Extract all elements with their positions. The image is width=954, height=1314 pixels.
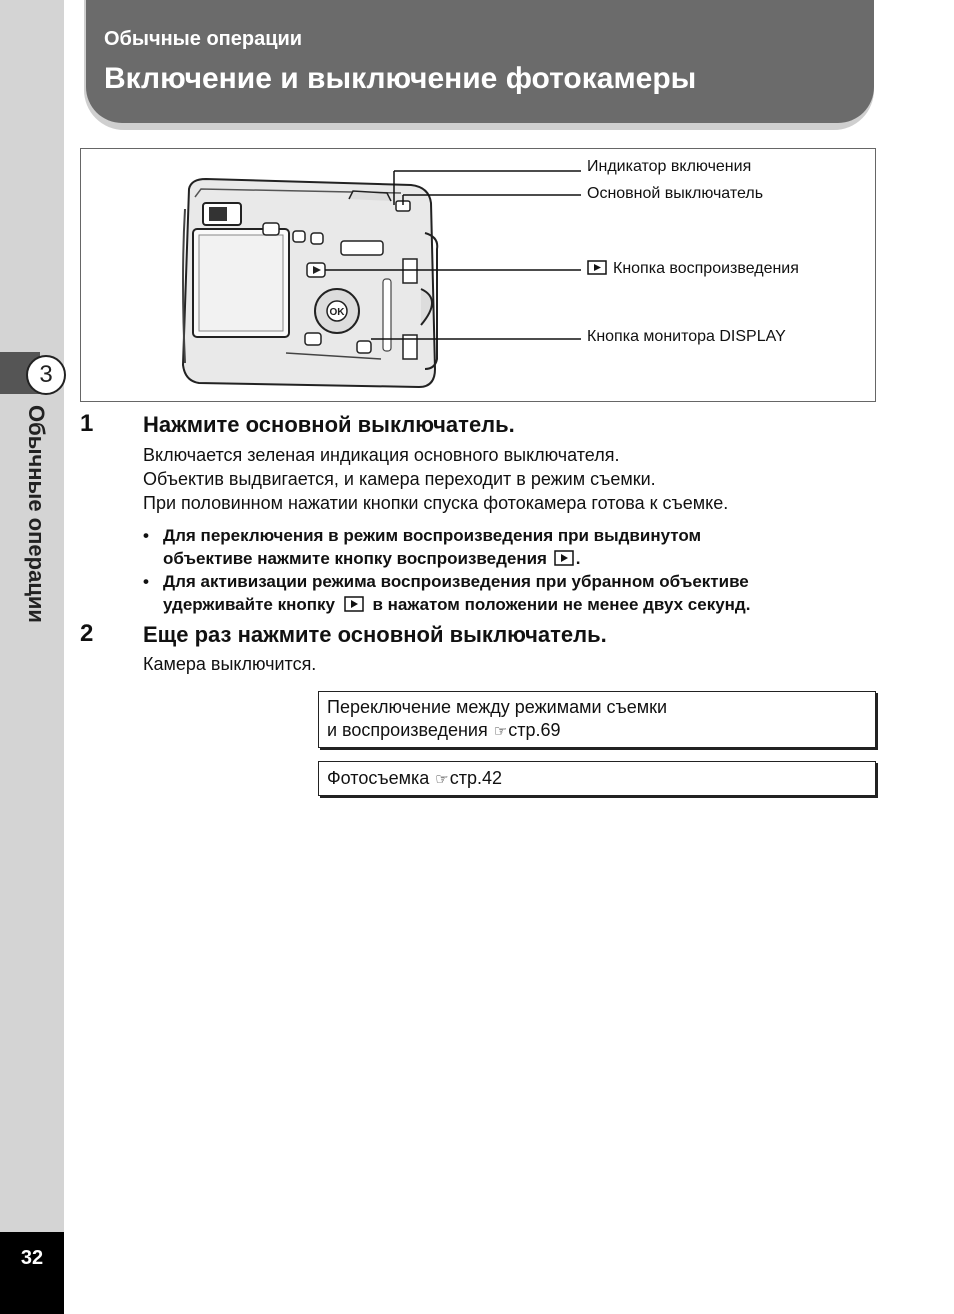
chapter-number: 3 xyxy=(26,355,66,395)
page-number-box xyxy=(0,1232,64,1314)
reference-2-text: Фотосъемка xyxy=(327,768,430,788)
section-title: Обычные операции xyxy=(104,28,303,50)
bullet-2-line-1: Для активизации режима воспроизведения при убранном объективе xyxy=(163,572,749,591)
bullet-2-text-b: в нажатом положении не менее двух секунд. xyxy=(372,595,751,614)
playback-icon xyxy=(554,550,574,566)
reference-1-line-2 xyxy=(327,718,560,744)
bullet-2-text-a: удерживайте кнопку xyxy=(163,595,335,614)
bullet-1-line-1: Для переключения в режим воспроизведения при выдвинутом xyxy=(163,526,702,545)
reference-1-line-1: Переключение между режимами съемки xyxy=(327,697,668,717)
step-2-heading: Еще раз нажмите основной выключатель. xyxy=(143,622,607,647)
step-1-number: 1 xyxy=(80,410,94,437)
display-button-icon xyxy=(357,341,371,353)
callout-display-button: Кнопка монитора DISPLAY xyxy=(587,328,786,345)
reference-2-page-link[interactable]: стр.42 xyxy=(449,768,503,788)
callout-main-switch: Основной выключатель xyxy=(587,185,764,202)
callout-playback-button xyxy=(587,260,799,278)
playback-icon xyxy=(587,260,607,275)
bullet-2-line-2 xyxy=(163,593,750,616)
page-reference-icon: ☞ xyxy=(435,771,449,788)
callout-playback-label: Кнопка воспроизведения xyxy=(613,260,799,277)
bullet-1-line-2 xyxy=(163,547,580,570)
reference-box-shooting xyxy=(318,761,876,796)
reference-1-text: и воспроизведения xyxy=(327,720,488,740)
reference-box-playback xyxy=(318,691,876,748)
step-1-heading: Нажмите основной выключатель. xyxy=(143,412,515,437)
bullet-1-end: . xyxy=(575,549,581,568)
reference-1-page-link[interactable]: стр.69 xyxy=(508,720,561,740)
step-2-text: Камера выключится. xyxy=(143,654,317,674)
bullet-1-text: объективе нажмите кнопку воспроизведения xyxy=(163,549,547,568)
page-number: 32 xyxy=(20,1247,44,1269)
page-reference-icon: ☞ xyxy=(493,723,508,740)
reference-2-line xyxy=(327,766,502,792)
step-1-line-3: При половинном нажатии кнопки спуска фотокамера готова к съемке. xyxy=(143,493,729,513)
callout-power-indicator: Индикатор включения xyxy=(587,158,752,175)
step-2-number: 2 xyxy=(80,620,94,647)
step-1-line-1: Включается зеленая индикация основного выключателя. xyxy=(143,445,620,465)
ok-label: OK xyxy=(329,307,345,318)
camera-figure xyxy=(80,148,876,402)
page-title: Включение и выключение фотокамеры xyxy=(104,62,697,95)
step-1-line-2: Объектив выдвигается, и камера переходит в режим съемки. xyxy=(143,469,656,489)
chapter-sidebar xyxy=(0,0,64,1314)
bullet-2-dot: • xyxy=(143,572,149,591)
chapter-label: Обычные операции xyxy=(24,405,49,623)
playback-icon xyxy=(342,596,366,612)
bullet-1-dot: • xyxy=(143,526,149,545)
